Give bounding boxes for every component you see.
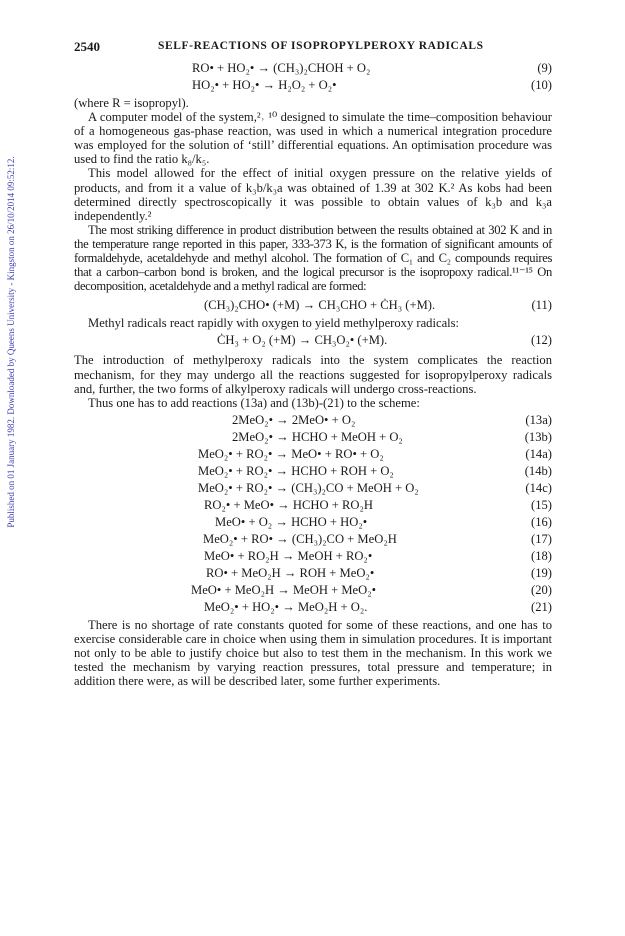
equation-expression: RO• + HO₂• → (CH₃)₂CHOH + O₂ <box>192 61 371 75</box>
equation-expression: MeO• + RO₂H → MeOH + RO₂• <box>204 548 373 563</box>
download-sidebar <box>0 0 22 936</box>
scheme-equation <box>74 582 552 599</box>
equation-expression: RO• + MeO₂H → ROH + MeO₂• <box>206 565 375 580</box>
scheme-equation <box>74 565 552 582</box>
equation-number: (12) <box>531 333 552 348</box>
equation-expression: MeO₂• + HO₂• → MeO₂H + O₂. <box>204 599 368 614</box>
equation-number: (9) <box>537 61 552 75</box>
equation-expression: MeO₂• + RO₂• → HCHO + ROH + O₂ <box>198 463 394 478</box>
equation-number: (13b) <box>524 429 552 444</box>
equation-number: (14b) <box>524 463 552 478</box>
equation-expression: 2MeO₂• → 2MeO• + O₂ <box>232 412 356 427</box>
page-number: 2540 <box>74 39 100 54</box>
paragraph-methylperoxy-intro: The introduction of methylperoxy radicals into the system complicates the reaction mechanism, for they may undergo all the reactions suggested for isopropylperoxy radicals and, further, the two forms of alkylperoxy radicals will undergo cross-reactions. <box>74 353 552 396</box>
scheme-equation <box>74 480 552 497</box>
scheme-equation <box>74 548 552 565</box>
scheme-equation <box>74 429 552 446</box>
page-body <box>74 60 552 688</box>
paragraph-oxygen-effect: This model allowed for the effect of initial oxygen pressure on the relative yields of products, and from it a value of k₃b/k₃a was obtained of 1.39 at 302 K.² As kobs had been determined directly spectroscopically it was possible to obtain values of k₃b and k₃a independently.² <box>74 166 552 223</box>
paragraph-methyl-radicals: Methyl radicals react rapidly with oxygen to yield methylperoxy radicals: <box>88 316 460 331</box>
equation-number: (15) <box>531 497 552 512</box>
paragraph-computer-model: A computer model of the system,²˒ ¹⁰ designed to simulate the time–composition behaviour of a homogeneous gas-phase reaction, was used in which a numerical integration procedure was employed for the solution of ‘still’ differential equations. An optimisation procedure was used to find the ratio k₈/k₅. <box>74 110 552 167</box>
scheme-equation <box>74 463 552 480</box>
equation-number: (19) <box>531 565 552 580</box>
where-r-note: (where R = isopropyl). <box>74 96 189 110</box>
running-title: SELF-REACTIONS OF ISOPROPYLPEROXY RADICALS <box>158 40 484 52</box>
equation-expression: (CH₃)₂CHO• (+M) → CH₃CHO + ĊH₃ (+M). <box>204 298 436 313</box>
equation-expression: RO₂• + MeO• → HCHO + RO₂H <box>204 497 373 512</box>
scheme-equation <box>74 497 552 514</box>
equation-expression: MeO₂• + RO₂• → (CH₃)₂CO + MeOH + O₂ <box>198 480 419 495</box>
equation-12 <box>74 332 552 349</box>
equation-number: (11) <box>531 298 552 313</box>
scheme-equation <box>74 599 552 616</box>
equation-expression: 2MeO₂• → HCHO + MeOH + O₂ <box>232 429 403 444</box>
equation-number: (14c) <box>525 480 552 495</box>
paragraph-rate-constants: There is no shortage of rate constants quoted for some of these reactions, and one has to exercise considerable care in choice when using them in simulation procedures. It is important not only to be able to justify choice but also to test them in the mechanism. In this work we tested the mechanism by varying reaction pressures, total pressure and temperature; in addition there were, as will be described later, some further experiments. <box>74 617 552 689</box>
equation-10 <box>74 77 552 94</box>
equation-expression: ĊH₃ + O₂ (+M) → CH₃O₂• (+M). <box>217 333 388 348</box>
download-notice: Published on 01 January 1982. Downloaded by Queens University - Kingston on 26/10/2014 09:52:12. <box>6 156 16 528</box>
scheme-equation <box>74 446 552 463</box>
equation-number: (16) <box>531 514 552 529</box>
equation-expression: MeO₂• + RO• → (CH₃)₂CO + MeO₂H <box>203 531 397 546</box>
equation-number: (18) <box>531 548 552 563</box>
equation-number: (20) <box>531 582 552 597</box>
equation-11 <box>74 297 552 314</box>
paragraph-add-reactions: Thus one has to add reactions (13a) and (13b)-(21) to the scheme: <box>88 395 420 410</box>
equation-number: (13a) <box>525 412 552 427</box>
equation-expression: MeO• + MeO₂H → MeOH + MeO₂• <box>191 582 377 597</box>
equation-expression: HO₂• + HO₂• → H₂O₂ + O₂• <box>192 78 337 92</box>
scheme-equation <box>74 531 552 548</box>
equation-expression: MeO• + O₂ → HCHO + HO₂• <box>215 514 368 529</box>
paragraph-product-distribution: The most striking difference in product distribution between the results obtained at 302 K and in the temperature range reported in this paper, 333-373 K, is the formation of significant amounts of formaldehyde, acetaldehyde and methyl alcohol. The formation of C₁ and C₂ compounds requires that a carbon–carbon bond is broken, and the logical precursor is the isopropoxy radical.¹¹⁻¹⁵ On decomposition, acetaldehyde and a methyl radical are formed: <box>74 222 552 294</box>
reaction-scheme <box>74 412 552 616</box>
equation-number: (21) <box>531 599 552 614</box>
scheme-equation <box>74 514 552 531</box>
scheme-equation <box>74 412 552 429</box>
equation-number: (10) <box>531 78 552 92</box>
equation-number: (14a) <box>525 446 552 461</box>
equation-number: (17) <box>531 531 552 546</box>
equation-expression: MeO₂• + RO₂• → MeO• + RO• + O₂ <box>198 446 384 461</box>
equation-9 <box>74 60 552 77</box>
